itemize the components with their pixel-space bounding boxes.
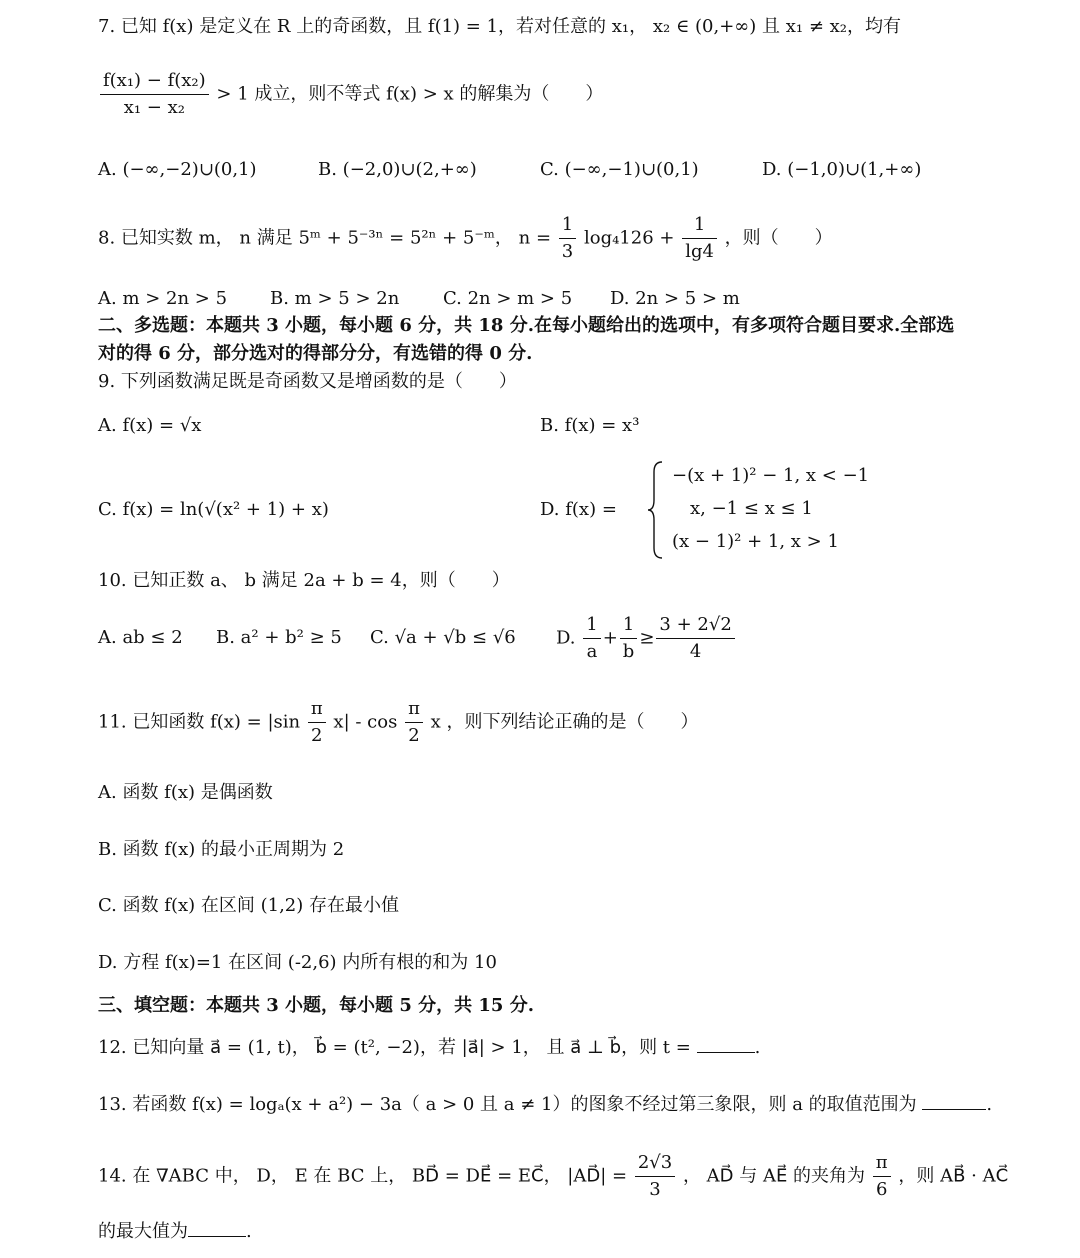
q11-option-c: C. 函数 f(x) 在区间 (1,2) 存在最小值 [98,895,399,916]
q9-option-d-case-2: x, −1 ≤ x ≤ 1 [690,498,813,519]
q10-option-d: D. $\frac{1}{a}$ + $\frac{1}{b}$ ≥ $\frac{3 + 2√2}{4}$ [556,612,737,665]
q10-option-d-frac-1-num: 1 [586,614,598,635]
q13-stem: 13. 若函数 f(x) = logₐ(x + a²) − 3a（ a > 0 且 a ≠ 1）的图象不经过第三象限，则 a 的取值范围为 . [98,1094,993,1115]
q9-option-d-label: D. f(x) = [540,499,617,520]
q8-stem-pre: 8. 已知实数 m， n 满足 5ᵐ + 5⁻³ⁿ = 5²ⁿ + 5⁻ᵐ， n = [98,227,552,249]
q12-stem-text: 12. 已知向量 a⃗ = (1, t)， b⃗ = (t², −2)，若 |a⃗| > 1， 且 a⃗ ⊥ b⃗，则 t = [98,1037,691,1058]
q14-fraction-2 [873,1150,891,1203]
q9-option-b: B. f(x) = x³ [540,415,640,436]
q14-fraction-1 [635,1150,675,1203]
q8-fraction-2-numerator: 1 [693,214,706,235]
q8-fraction-1-numerator: 1 [561,214,574,235]
q11-stem-post: x ，则下列结论正确的是（ ） [430,711,699,733]
q8-option-c: C. 2n > m > 5 [443,288,573,309]
q8-option-d: D. 2n > 5 > m [610,288,740,309]
q14-fraction-2-numerator: π [875,1152,888,1173]
section-2-heading-line1: 二、多选题：本题共 3 小题，每小题 6 分，共 18 分.在每小题给出的选项中，有多项符合题目要求.全部选 [98,315,955,336]
q11-option-a: A. 函数 f(x) 是偶函数 [98,782,273,803]
q10-option-d-frac-2-den: b [620,638,638,665]
q9-option-d-brace [648,460,666,560]
q8-fraction-2 [682,212,717,265]
q11-stem [98,696,980,752]
q10-option-d-frac-3-num: 3 + 2√2 [659,614,732,635]
q10-option-a: A. ab ≤ 2 [98,627,183,648]
q11-fraction-1 [308,696,326,749]
q7-option-b: B. (−2,0)∪(2,+∞) [318,159,477,180]
q10-stem: 10. 已知正数 a、 b 满足 2a + b = 4，则（ ） [98,570,510,591]
q11-fraction-2 [405,696,423,749]
q7-stem-line1: 7. 已知 f(x) 是定义在 R 上的奇函数，且 f(1) = 1，若对任意的 x₁， x₂ ∈ (0,+∞) 且 x₁ ≠ x₂，均有 [98,16,901,37]
q10-option-d-label: D. [556,627,576,649]
q9-stem: 9. 下列函数满足既是奇函数又是增函数的是（ ） [98,371,517,392]
q8-fraction-2-denominator: lg4 [682,238,717,265]
q8-option-a: A. m > 2n > 5 [98,288,228,309]
q10-option-d-frac-3 [656,612,734,665]
q8-stem-mid: log₄126 + [583,227,675,249]
q14-fraction-1-denominator: 3 [635,1176,675,1203]
q8-fraction-1 [559,212,576,265]
q9-option-a: A. f(x) = √x [98,415,202,436]
q12-answer-blank [697,1052,755,1053]
q14-stem-mid: ， AD⃗ 与 AE⃗ 的夹角为 [682,1165,866,1187]
q14-stem-line2-text: 的最大值为 [98,1221,188,1242]
q14-fraction-1-numerator: 2√3 [637,1152,673,1173]
q11-fraction-1-numerator: π [310,698,323,719]
q8-fraction-1-denominator: 3 [559,238,576,265]
q7-fraction [100,68,209,121]
q7-stem-line2 [98,68,980,128]
q14-stem [98,1150,1009,1206]
q8-stem [98,212,980,270]
q14-fraction-2-denominator: 6 [873,1176,891,1203]
q9-option-d-case-3: (x − 1)² + 1, x > 1 [672,531,839,552]
q11-stem-mid: x| - cos [333,711,398,733]
q10-option-d-frac-3-den: 4 [656,638,734,665]
q11-fraction-2-denominator: 2 [405,722,423,749]
q12-stem: 12. 已知向量 a⃗ = (1, t)， b⃗ = (t², −2)，若 |a⃗| > 1， 且 a⃗ ⊥ b⃗，则 t = . [98,1037,761,1058]
q7-option-c: C. (−∞,−1)∪(0,1) [540,159,699,180]
q14-answer-blank [188,1236,246,1237]
q10-option-b: B. a² + b² ≥ 5 [216,627,342,648]
q14-stem-pre: 14. 在 ∇ABC 中， D， E 在 BC 上， BD⃗ = DE⃗ = EC⃗， |AD⃗| = [98,1165,628,1187]
q8-option-b: B. m > 5 > 2n [270,288,400,309]
q7-fraction-denominator: x₁ − x₂ [100,94,209,121]
q7-stem-line2-text: > 1 成立，则不等式 f(x) > x 的解集为（ ） [216,83,604,105]
section-3-heading: 三、填空题：本题共 3 小题，每小题 5 分，共 15 分. [98,995,534,1016]
q11-option-d: D. 方程 f(x)=1 在区间 (-2,6) 内所有根的和为 10 [98,952,497,973]
q9-option-d-case-1: −(x + 1)² − 1, x < −1 [672,465,870,486]
q7-option-d: D. (−1,0)∪(1,+∞) [762,159,922,180]
q10-option-d-frac-2 [620,612,638,665]
q11-fraction-2-numerator: π [408,698,420,719]
q14-stem-post: ，则 AB⃗ · AC⃗ [898,1165,1009,1187]
q10-option-d-frac-1 [583,612,600,665]
q13-answer-blank [922,1109,986,1110]
q8-stem-post: ，则（ ） [724,227,833,249]
q11-stem-pre: 11. 已知函数 f(x) = |sin [98,711,301,733]
q14-stem-line2: 的最大值为 . [98,1221,252,1242]
q10-option-d-frac-1-den: a [583,638,600,665]
q11-fraction-1-denominator: 2 [308,722,326,749]
q11-option-b: B. 函数 f(x) 的最小正周期为 2 [98,839,345,860]
q10-option-d-frac-2-num: 1 [622,614,635,635]
q10-option-c: C. √a + √b ≤ √6 [370,627,516,648]
q9-option-c: C. f(x) = ln(√(x² + 1) + x) [98,499,329,520]
section-2-heading-line2: 对的得 6 分，部分选对的得部分分，有选错的得 0 分. [98,343,533,364]
q13-stem-text: 13. 若函数 f(x) = logₐ(x + a²) − 3a（ a > 0 且 a ≠ 1）的图象不经过第三象限，则 a 的取值范围为 [98,1094,917,1115]
q7-option-a: A. (−∞,−2)∪(0,1) [98,159,257,180]
q7-fraction-numerator: f(x₁) − f(x₂) [103,70,206,91]
